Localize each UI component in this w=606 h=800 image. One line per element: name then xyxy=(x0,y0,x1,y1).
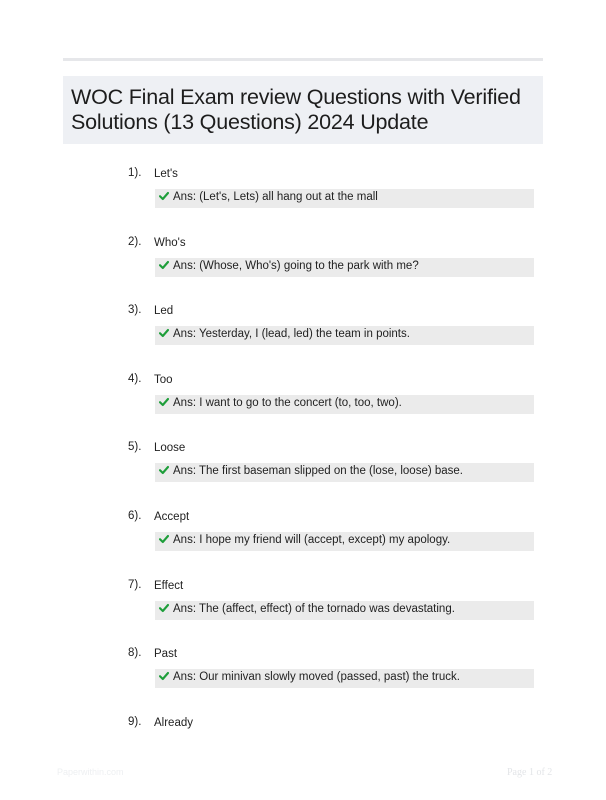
question-term: Already xyxy=(154,717,193,729)
answer-box xyxy=(155,189,534,208)
check-icon xyxy=(159,671,169,681)
question-number: 3). xyxy=(128,304,142,316)
question-item xyxy=(0,511,606,571)
answer-box xyxy=(155,463,534,482)
question-item xyxy=(0,305,606,365)
answer-box xyxy=(155,601,534,620)
question-item xyxy=(0,237,606,297)
check-icon xyxy=(159,260,169,270)
check-icon xyxy=(159,397,169,407)
question-number: 8). xyxy=(128,647,142,659)
answer-text: Ans: The first baseman slipped on the (lose, loose) base. xyxy=(173,465,464,477)
question-term: Too xyxy=(154,374,173,386)
answer-text: Ans: The (affect, effect) of the tornado was devastating. xyxy=(173,603,455,615)
question-number: 6). xyxy=(128,510,142,522)
question-item xyxy=(0,648,606,708)
question-term: Accept xyxy=(154,511,190,523)
footer-watermark: Paperwithin.com xyxy=(57,767,124,777)
question-number: 7). xyxy=(128,579,142,591)
answer-text: Ans: (Whose, Who's) going to the park with me? xyxy=(173,260,419,272)
question-item xyxy=(0,442,606,502)
question-term: Loose xyxy=(154,442,186,454)
question-term: Led xyxy=(154,305,174,317)
question-number: 9). xyxy=(128,716,142,728)
check-icon xyxy=(159,328,169,338)
answer-box xyxy=(155,326,534,345)
check-icon xyxy=(159,191,169,201)
page-title-line-1: WOC Final Exam review Questions with Verified xyxy=(71,85,521,109)
check-icon xyxy=(159,603,169,613)
answer-box xyxy=(155,532,534,551)
check-icon xyxy=(159,465,169,475)
question-term: Who's xyxy=(154,237,186,249)
question-item xyxy=(0,168,606,228)
question-number: 4). xyxy=(128,373,142,385)
answer-box xyxy=(155,258,534,277)
answer-text: Ans: I hope my friend will (accept, except) my apology. xyxy=(173,534,451,546)
answer-text: Ans: (Let's, Lets) all hang out at the mall xyxy=(173,191,378,203)
answer-box xyxy=(155,669,534,688)
answer-text: Ans: Yesterday, I (lead, led) the team in points. xyxy=(173,328,410,340)
answer-box xyxy=(155,395,534,414)
question-number: 2). xyxy=(128,236,142,248)
question-item xyxy=(0,374,606,434)
question-item xyxy=(0,580,606,640)
check-icon xyxy=(159,534,169,544)
answer-text: Ans: I want to go to the concert (to, too, two). xyxy=(173,397,402,409)
page-number: Page 1 of 2 xyxy=(507,767,553,778)
answer-text: Ans: Our minivan slowly moved (passed, past) the truck. xyxy=(173,671,460,683)
page-title-line-2: Solutions (13 Questions) 2024 Update xyxy=(71,110,429,134)
question-number: 1). xyxy=(128,167,142,179)
question-number: 5). xyxy=(128,441,142,453)
question-term: Effect xyxy=(154,580,184,592)
question-term: Past xyxy=(154,648,178,660)
question-term: Let's xyxy=(154,168,178,180)
